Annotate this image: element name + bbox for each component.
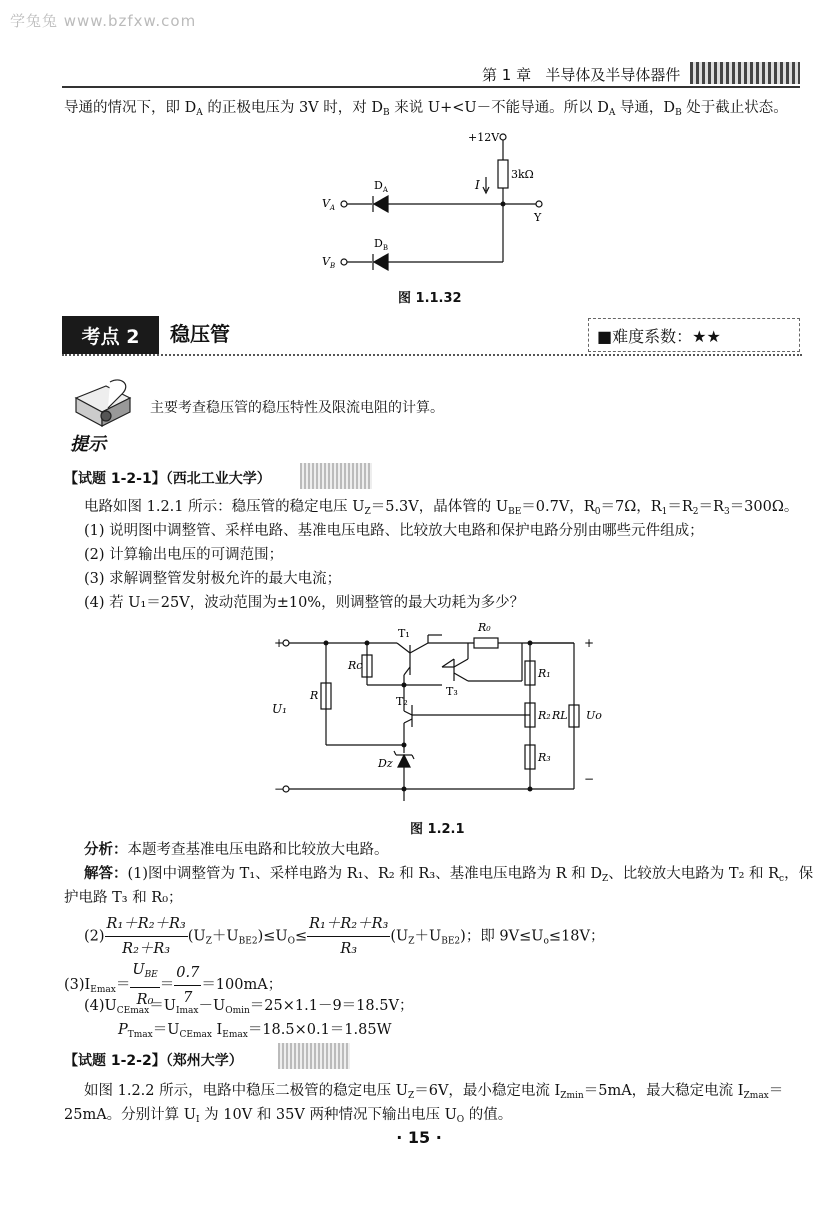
section-title: 稳压管: [170, 322, 230, 346]
answer-paragraph-1: 解答：(1)图中调整管为 T₁、采样电路为 R₁、R₂ 和 R₃、基准电压电路为 R 和 $D_Z$、比较放大电路为 T₂ 和 $R_c$，保: [84, 865, 814, 884]
figure-1-2-1-caption: 图 1.2.1: [410, 822, 465, 837]
figure-1-1-32-circuit: [300, 125, 560, 275]
question-1-2-1-title: 【试题 1-2-1】（西北工业大学）: [64, 471, 271, 487]
minus-label: −: [274, 782, 285, 796]
db-label: $D_B$: [374, 237, 388, 252]
ui-label: U₁: [272, 702, 287, 716]
current-label: I: [475, 178, 480, 192]
section-divider: [62, 354, 802, 356]
hint-quill-icon: [70, 378, 136, 430]
output-y-label: Y: [534, 211, 542, 224]
intro-paragraph: 导通的情况下，即 $D_A$ 的正极电压为 3V 时，对 $D_B$ 来说 U+<U－不能导通。所以 $D_A$ 导通，$D_B$ 处于截止状态。: [64, 100, 788, 118]
question-1-2-1-item-4: (4) 若 U₁＝25V，波动范围为±10%，则调整管的最大功耗为多少？: [84, 595, 525, 611]
chapter-label: 第 1 章: [482, 66, 532, 84]
hint-label: 提示: [70, 434, 106, 455]
header-rule: [62, 86, 800, 88]
plus-label: +: [274, 636, 285, 650]
question-1-2-1-decoration: [300, 463, 372, 489]
t1-label: T₁: [398, 627, 410, 640]
figure-1-2-1-circuit: [262, 615, 612, 810]
question-1-2-2-line-1: 如图 1.2.2 所示，电路中稳压二极管的稳定电压 $U_Z=6V$，最小稳定电流 $I_{Zmin}=5mA$，最大稳定电流 $I_{Zmax}=$: [84, 1083, 784, 1101]
rl-label: RL: [552, 709, 568, 722]
running-header: [482, 64, 680, 85]
question-1-2-2-title: 【试题 1-2-2】（郑州大学）: [64, 1053, 243, 1069]
question-1-2-1-intro: 电路如图 1.2.1 所示：稳压管的稳定电压 $U_Z=5.3V$，晶体管的 $U_{BE}=0.7V$，$R_0=7\Omega$，$R_1=R_2=R_3=300\Omega$。: [84, 499, 799, 517]
chapter-title: 半导体及半导体器件: [545, 66, 681, 84]
t2-label: T₂: [396, 695, 408, 708]
out-minus-label: −: [584, 772, 595, 786]
vcc-label: +12V: [468, 131, 500, 144]
da-label: $D_A$: [374, 179, 388, 194]
out-plus-label: +: [584, 636, 595, 650]
r1-label: R₁: [538, 667, 551, 680]
answer-paragraph-3: $(3)I_{Emax}=$ $\frac{U_{BE}}{\text{R₀}}$ ＝ $\frac{0.7}{7}$ ＝100mA；: [64, 958, 282, 1012]
answer-paragraph-2: (2) $\frac{\text{R₁＋R₂＋R₃}}{\text{R₂＋R₃}}$ $(U_Z+U_{BE2})\le U_O\le$ $\frac{\text{R₁＋R₂＋R₃}}{\text{R₃}}$ $(U_Z+U_{BE2})$；即 $9V\le U_o\le 18V$；: [84, 912, 605, 961]
hint-text: 主要考查稳压管的稳压特性及限流电阻的计算。: [150, 400, 444, 416]
analysis-paragraph: 分析：本题考查基准电压电路和比较放大电路。: [84, 841, 389, 858]
question-1-2-2-line-2: 25mA。分别计算 $U_I$ 为 10V 和 35V 两种情况下输出电压 $U_O$ 的值。: [64, 1107, 513, 1125]
question-1-2-2-decoration: [278, 1043, 350, 1069]
question-1-2-1-item-3: (3) 求解调整管发射极允许的最大电流；: [84, 571, 342, 587]
answer-paragraph-1-cont: 护电路 T₃ 和 R₀；: [64, 890, 183, 906]
va-label: $V_A$: [322, 197, 336, 212]
answer-paragraph-5: $P_{Tmax}=U_{CEmax}$ $I_{Emax}=18.5\times 0.1=1.85W$: [118, 1022, 392, 1040]
r0-label: R₀: [478, 621, 491, 634]
rc-label: Rc: [348, 659, 363, 672]
resistor-label: 3kΩ: [511, 168, 534, 181]
uo-label: Uo: [586, 709, 602, 722]
section-number-box: 考点 2: [62, 316, 159, 354]
answer-paragraph-4: $(4)U_{CEmax}=U_{Imax}-U_{Omin}=25\times 1.1-9=18.5V$；: [84, 998, 414, 1016]
difficulty-badge: ■难度系数：★★: [588, 318, 800, 352]
page-number: · 15 ·: [396, 1128, 442, 1147]
question-1-2-1-item-2: (2) 计算输出电压的可调范围；: [84, 547, 284, 563]
vb-label: $V_B$: [322, 255, 336, 270]
r2-label: R₂: [538, 709, 551, 722]
header-decoration: [690, 62, 800, 84]
question-1-2-1-item-1: (1) 说明图中调整管、采样电路、基准电压电路、比较放大电路和保护电路分别由哪些元件组成；: [84, 523, 704, 539]
t3-label: T₃: [446, 685, 458, 698]
watermark: 学兔兔 www.bzfxw.com: [10, 12, 197, 30]
figure-1-1-32-caption: 图 1.1.32: [398, 291, 462, 306]
r3-label: R₃: [538, 751, 551, 764]
dz-label: Dz: [378, 757, 393, 770]
r-label: R: [310, 689, 319, 702]
